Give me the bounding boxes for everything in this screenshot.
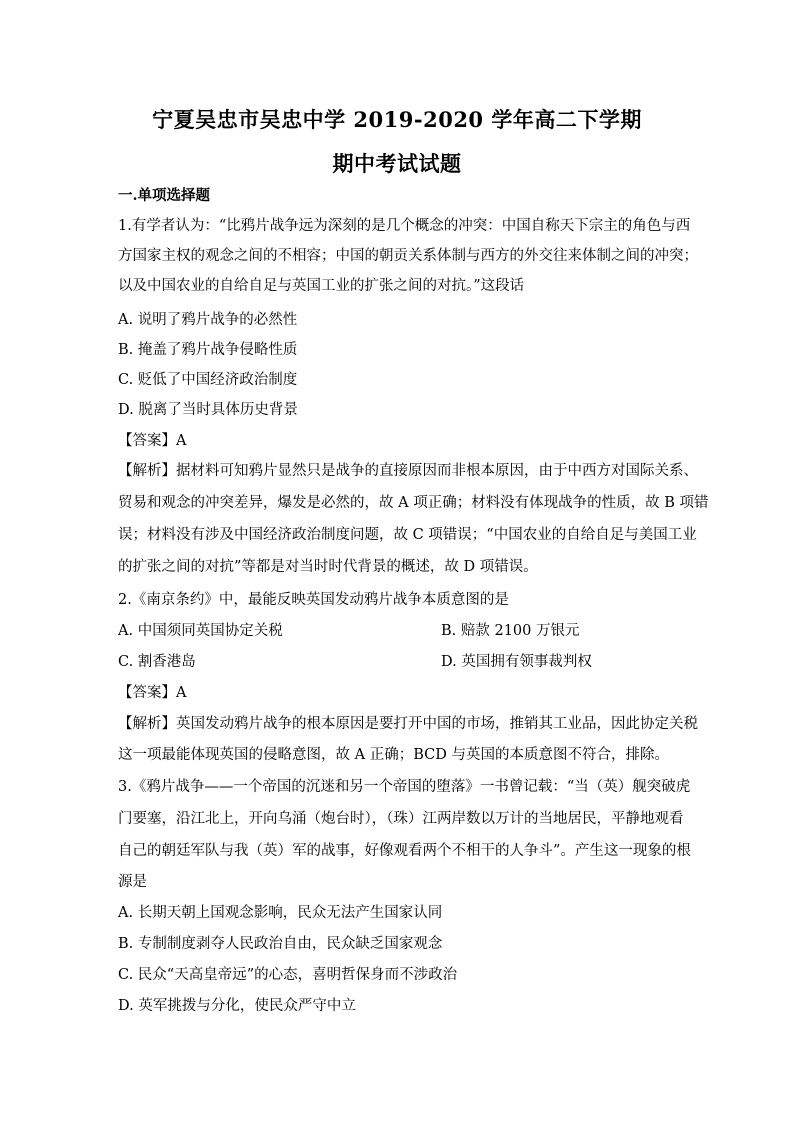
- q3-stem-line: 源是: [118, 874, 147, 890]
- q3-stem-line: 3.《鸦片战争——一个帝国的沉迷和另一个帝国的堕落》一书曾记载：“当（英）舰突破虎: [118, 779, 691, 795]
- q3-stem-line: 门要塞，沿江北上，开向乌涌（炮台时），（珠）江两岸数以万计的当地居民，平静地观看: [118, 811, 684, 827]
- q2-analysis-line: 【解析】英国发动鸦片战争的根本原因是要打开中国的市场，推销其工业品，因此协定关税: [118, 716, 698, 732]
- q1-option-c: C. 贬低了中国经济政治制度: [118, 372, 298, 388]
- section-heading: 一.单项选择题: [118, 187, 211, 204]
- q1-analysis-line: 【解析】据材料可知鸦片显然只是战争的直接原因而非根本原因，由于中西方对国际关系、: [118, 463, 698, 479]
- q2-option-a: A. 中国须同英国协定关税: [118, 623, 283, 639]
- q3-option-a: A. 长期天朝上国观念影响，民众无法产生国家认同: [118, 905, 443, 921]
- q3-stem-line: 自己的朝廷军队与我（英）军的战事，好像观看两个不相干的人争斗”。产生这一现象的根: [118, 843, 691, 859]
- q3-option-c: C. 民众“天高皇帝远”的心态，喜明哲保身而不涉政治: [118, 967, 458, 983]
- q3-option-d: D. 英军挑拨与分化，使民众严守中立: [118, 998, 356, 1014]
- q2-stem: 2.《南京条约》中，最能反映英国发动鸦片战争本质意图的是: [118, 592, 509, 608]
- q1-stem-line: 以及中国农业的自给自足与英国工业的扩张之间的对抗。”这段话: [118, 278, 525, 294]
- q2-analysis-line: 这一项最能体现英国的侵略意图，故 A 正确；BCD 与英国的本质意图不符合，排除。: [118, 747, 669, 763]
- q1-option-b: B. 掩盖了鸦片战争侵略性质: [118, 342, 298, 358]
- q1-stem-line: 方国家主权的观念之间的不相容；中国的朝贡关系体制与西方的外交往来体制之间的冲突；: [118, 248, 698, 264]
- q3-option-b: B. 专制制度剥夺人民政治自由，民众缺乏国家观念: [118, 936, 443, 952]
- q1-stem-line: 1.有学者认为：“比鸦片战争远为深刻的是几个概念的冲突：中国自称天下宗主的角色与西: [118, 218, 691, 234]
- q1-analysis-line: 误；材料没有涉及中国经济政治制度问题，故 C 项错误；“中国农业的自给自足与美国工业: [118, 527, 697, 543]
- q1-option-d: D. 脱离了当时具体历史背景: [118, 402, 298, 418]
- q2-option-d: D. 英国拥有领事裁判权: [441, 654, 592, 670]
- q2-option-b: B. 赔款 2100 万银元: [441, 623, 580, 639]
- document-title: 宁夏吴忠市吴忠中学 2019-2020 学年高二下学期: [152, 107, 642, 132]
- q1-analysis-line: 贸易和观念的冲突差异，爆发是必然的，故 A 项正确；材料没有体现战争的性质，故 B 项错: [118, 495, 709, 511]
- q2-option-c: C. 割香港岛: [118, 654, 196, 670]
- q2-answer: 【答案】A: [118, 685, 187, 701]
- q1-option-a: A. 说明了鸦片战争的必然性: [118, 312, 298, 328]
- document-subtitle: 期中考试试题: [332, 151, 462, 176]
- q1-answer: 【答案】A: [118, 433, 187, 449]
- q1-analysis-line: 的扩张之间的对抗”等都是对当时时代背景的概述，故 D 项错误。: [118, 559, 538, 575]
